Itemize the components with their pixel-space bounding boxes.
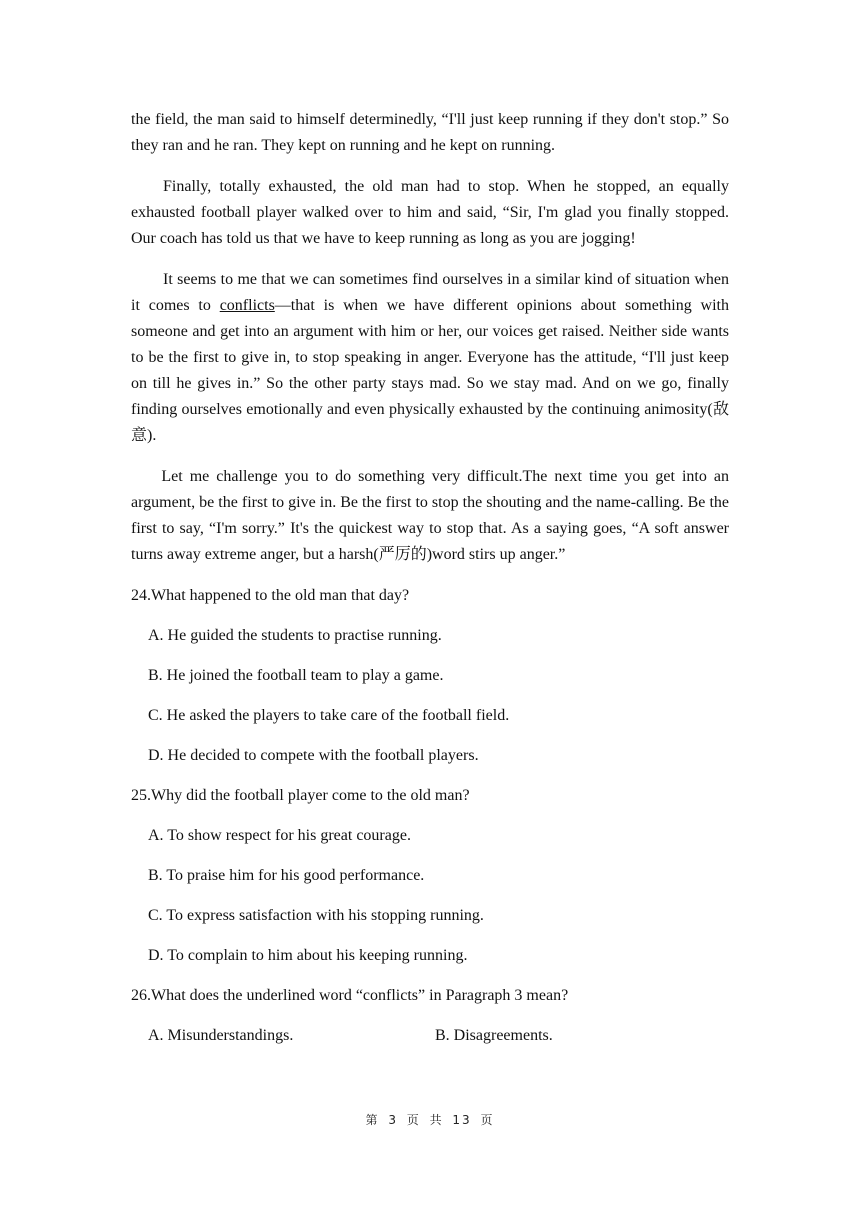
passage-paragraph-1: the field, the man said to himself determinedly, “I'll just keep running if they don't stop.” So they ran and he ran. They kept on running and he kept on running. — [131, 111, 729, 154]
passage-paragraph-3 — [131, 267, 729, 449]
question-24-option-c: C. He asked the players to take care of the football field. — [148, 707, 510, 724]
underlined-word-conflicts: conflicts — [219, 297, 275, 314]
question-26-option-b: B. Disagreements. — [435, 1027, 553, 1044]
paragraph-3-text-end: —that is when we have different opinions about something with someone and get into an argument with him or her, our voices get raised. Neither side wants to be the first to give in, to stop speaking in anger. Everyone has the attitude, “I'll just keep on till he gives in.” So the other party stays mad. So we stay mad. And on we go, finally finding ourselves emotionally and even physically exhausted by the continuing animosity(敌意). — [131, 297, 729, 444]
passage-paragraph-4: Let me challenge you to do something very difficult.The next time you get into an argument, be the first to give in. Be the first to stop the shouting and the name-calling. Be the first to say, “I'm sorry.” It's the quickest way to stop that. As a saying goes, “A soft answer turns away extreme anger, but a harsh(严厉的)word stirs up anger.” — [131, 468, 729, 563]
question-24-option-b: B. He joined the football team to play a game. — [148, 667, 444, 684]
question-26-stem: 26.What does the underlined word “conflicts” in Paragraph 3 mean? — [131, 987, 569, 1004]
page-number-footer: 第 3 页 共 13 页 — [365, 1113, 495, 1127]
question-25-option-d: D. To complain to him about his keeping running. — [148, 947, 468, 964]
question-25-option-b: B. To praise him for his good performance. — [148, 867, 425, 884]
question-26-options-row — [131, 1023, 729, 1049]
question-24-option-a: A. He guided the students to practise running. — [148, 627, 442, 644]
question-25-option-a: A. To show respect for his great courage. — [148, 827, 411, 844]
question-25-option-c: C. To express satisfaction with his stopping running. — [148, 907, 484, 924]
question-25-stem: 25.Why did the football player come to the old man? — [131, 787, 470, 804]
passage-paragraph-2: Finally, totally exhausted, the old man had to stop. When he stopped, an equally exhausted football player walked over to him and said, “Sir, I'm glad you finally stopped. Our coach has told us that we have to keep running as long as you are jogging! — [131, 178, 729, 247]
question-26-option-a: A. Misunderstandings. — [148, 1027, 294, 1044]
page-content — [131, 107, 729, 1049]
question-24-option-d: D. He decided to compete with the football players. — [148, 747, 479, 764]
question-24-stem: 24.What happened to the old man that day? — [131, 587, 410, 604]
paragraph-3-text-start: It seems to me that we can sometimes find ourselves in a similar kind of situation when it comes to — [131, 271, 729, 314]
